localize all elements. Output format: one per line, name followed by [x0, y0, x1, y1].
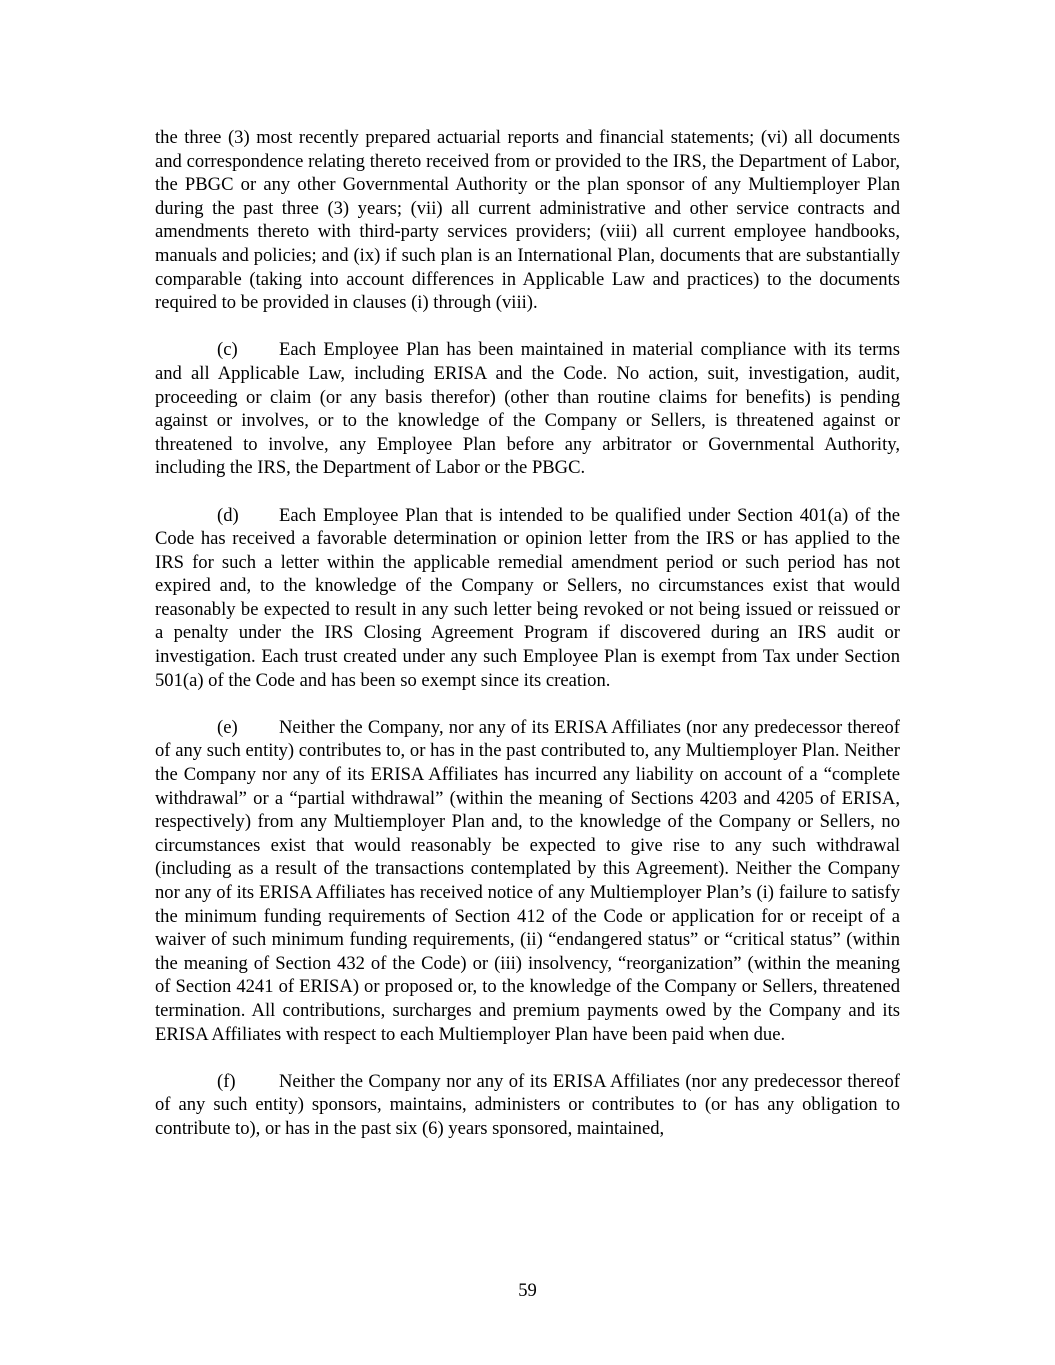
paragraph-label: (e): [217, 716, 238, 738]
paragraph-e: [155, 716, 900, 1046]
paragraph-d: [155, 504, 900, 693]
paragraph-text: Each Employee Plan that is intended to be qualified under Section 401(a) of the Code has received a favorable determination or opinion letter from the IRS or has applied to the IRS for such a letter within the applicable remedial amendment period or such period has not expired and, to the knowledge of the Company or Sellers, no circumstances exist that would reasonably be expected to result in any such letter being revoked or not being issued or reissued or a penalty under the IRS Closing Agreement Program if discovered during an IRS audit or investigation. Each trust created under any such Employee Plan is exempt from Tax under Section 501(a) of the Code and has been so exempt since its creation.: [155, 504, 900, 691]
paragraph-text: Neither the Company, nor any of its ERISA Affiliates (nor any predecessor thereof of any such entity) contributes to, or has in the past contributed to, any Multiemployer Plan. Neither the Company nor any of its ERISA Affiliates has incurred any liability on account of a “complete withdrawal” or a “partial withdrawal” (within the meaning of Sections 4203 and 4205 of ERISA, respectively) from any Multiemployer Plan and, to the knowledge of the Company or Sellers, no circumstances exist that would reasonably be expected to give rise to any such withdrawal (including as a result of the transactions contemplated by this Agreement). Neither the Company nor any of its ERISA Affiliates has received notice of any Multiemployer Plan’s (i) failure to satisfy the minimum funding requirements of Section 412 of the Code or application for or receipt of a waiver of such minimum funding requirements, (ii) “endangered status” or “critical status” (within the meaning of Section 432 of the Code) or (iii) insolvency, “reorganization” (within the meaning of Section 4241 of ERISA) or proposed or, to the knowledge of the Company or Sellers, threatened termination. All contributions, surcharges and premium payments owed by the Company and its ERISA Affiliates with respect to each Multiemployer Plan have been paid when due.: [155, 716, 900, 1045]
body-text: [155, 126, 900, 1164]
paragraph-text: Neither the Company nor any of its ERISA Affiliates (nor any predecessor thereof of any such entity) sponsors, maintains, administers or contributes to (or has any obligation to contribute to), or has in the past six (6) years sponsored, maintained,: [155, 1070, 900, 1139]
paragraph-text: Each Employee Plan has been maintained in material compliance with its terms and all Applicable Law, including ERISA and the Code. No action, suit, investigation, audit, proceeding or claim (or any basis therefor) (other than routine claims for benefits) is pending against or involves, or to the knowledge of the Company or Sellers, is threatened against or threatened to involve, any Employee Plan before any arbitrator or Governmental Authority, including the IRS, the Department of Labor or the PBGC.: [155, 339, 900, 479]
paragraph-continuation: [155, 126, 900, 315]
paragraph-label: (c): [217, 339, 238, 361]
paragraph-text: the three (3) most recently prepared actuarial reports and financial statements; (vi) all documents and correspondence relating thereto received from or provided to the IRS, the Department of Labor, the PBGC or any other Governmental Authority or the plan sponsor of any Multiemployer Plan during the past three (3) years; (vii) all current administrative and other service contracts and amendments thereto with third-party services providers; (viii) all current employee handbooks, manuals and policies; and (ix) if such plan is an International Plan, documents that are substantially comparable (taking into account differences in Applicable Law and practices) to the documents required to be provided in clauses (i) through (viii).: [155, 127, 900, 314]
paragraph-label: (d): [217, 504, 239, 526]
page-number: 59: [518, 1280, 537, 1301]
paragraph-c: [155, 338, 900, 480]
paragraph-f: [155, 1070, 900, 1141]
paragraph-label: (f): [217, 1070, 236, 1092]
